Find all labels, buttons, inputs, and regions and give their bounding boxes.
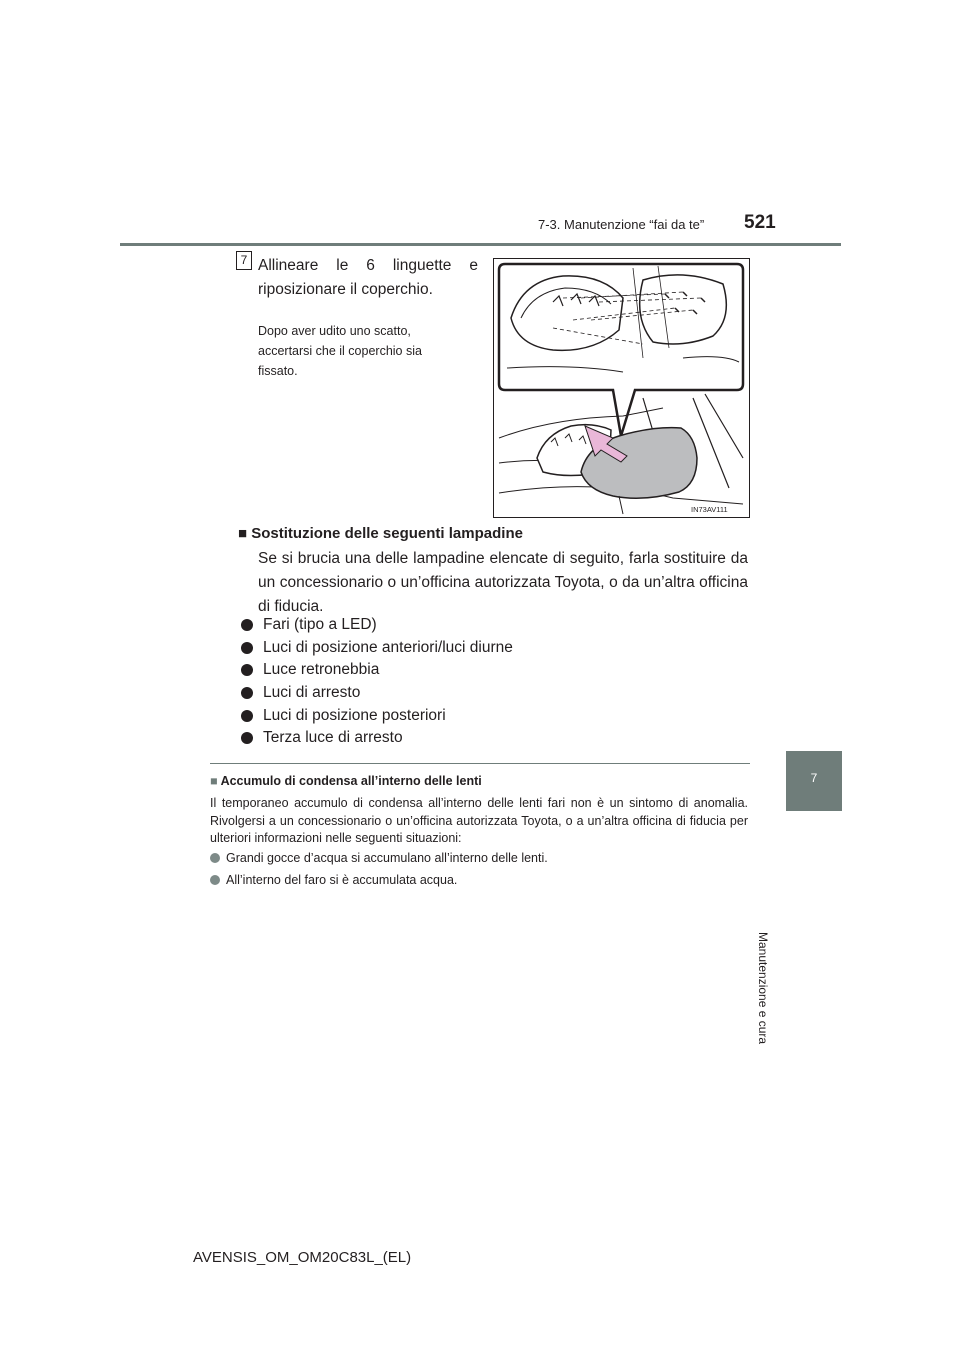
info-heading-text: Accumulo di condensa all’interno delle lenti xyxy=(220,774,482,788)
page-number: 521 xyxy=(744,212,776,233)
bullet-icon xyxy=(241,732,253,744)
running-header-section: 7-3. Manutenzione “fai da te” xyxy=(538,217,705,232)
bullet-icon xyxy=(241,664,253,676)
document-code: AVENSIS_OM_OM20C83L_(EL) xyxy=(193,1249,412,1266)
list-item: Grandi gocce d’acqua si accumulano all’interno delle lenti. xyxy=(210,851,548,865)
section-body: Se si brucia una delle lampadine elencate di seguito, farla sostituire da un concessionario o un’officina autorizzata Toyota, o da un’altra officina di fiducia. xyxy=(258,550,748,615)
step-instruction: Allineare le 6 linguette e riposizionare il coperchio. xyxy=(258,257,478,298)
list-item: Fari (tipo a LED) xyxy=(238,614,513,637)
chapter-title: Manutenzione e cura xyxy=(756,932,770,1045)
bullet-icon xyxy=(241,687,253,699)
bullet-icon xyxy=(241,710,253,722)
bulb-list xyxy=(238,614,513,750)
square-bullet-icon: ■ xyxy=(238,525,248,542)
bullet-icon xyxy=(241,642,253,654)
section-heading-text: Sostituzione delle seguenti lampadine xyxy=(251,525,523,542)
info-heading xyxy=(210,774,482,788)
list-item: Luci di posizione anteriori/luci diurne xyxy=(238,637,513,660)
step-number-box: 7 xyxy=(236,251,252,270)
list-item: Luce retronebbia xyxy=(238,659,513,682)
list-item: Terza luce di arresto xyxy=(238,727,513,750)
bullet-icon xyxy=(241,619,253,631)
bullet-icon xyxy=(210,853,220,863)
list-item: All’interno del faro si è accumulata acqua. xyxy=(210,873,457,887)
step-note: Dopo aver udito uno scatto, accertarsi che il coperchio sia fissato. xyxy=(258,324,422,378)
header-rule xyxy=(120,243,841,246)
square-bullet-icon: ■ xyxy=(210,774,218,788)
list-item: Luci di posizione posteriori xyxy=(238,704,513,727)
chapter-number: 7 xyxy=(810,771,818,785)
chapter-tab xyxy=(786,751,842,811)
section-heading xyxy=(238,525,523,542)
info-body: Il temporaneo accumulo di condensa all’interno delle lenti fari non è un sintomo di anomalia. Rivolgersi a un concessionario o un’officina autorizzata Toyota, o a un’altra officina di fiducia per ulteriori informazioni nelle seguenti situazioni: xyxy=(210,796,748,845)
bullet-icon xyxy=(210,875,220,885)
mirror-cover-illustration xyxy=(493,258,750,518)
info-divider xyxy=(210,763,750,764)
figure-code: IN73AV111 xyxy=(691,505,728,514)
list-item: Luci di arresto xyxy=(238,682,513,705)
